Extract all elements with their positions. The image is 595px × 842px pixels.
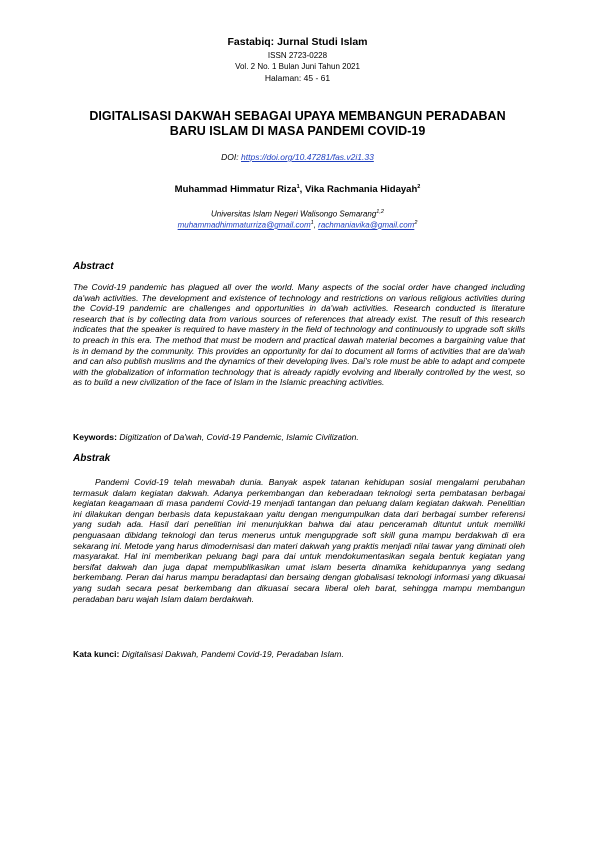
doi-link[interactable]: https://doi.org/10.47281/fas.v2i1.33 — [241, 152, 374, 162]
affiliation-text: Universitas Islam Negeri Walisongo Semarang — [211, 209, 377, 219]
journal-title: Fastabiq: Jurnal Studi Islam — [227, 36, 368, 48]
page-range: Halaman: 45 - 61 — [264, 73, 331, 83]
author-2-sup: 2 — [417, 184, 421, 190]
affiliation-sup: 1,2 — [376, 209, 384, 215]
author-line — [0, 184, 595, 195]
email-1-link[interactable]: muhammadhimmaturriza@gmail.com — [177, 220, 311, 230]
author-2: Vika Rachmania Hidayah — [304, 184, 418, 196]
kata-kunci-text: Digitalisasi Dakwah, Pandemi Covid-19, Peradaban Islam. — [121, 649, 344, 659]
paper-title-line-2: BARU ISLAM DI MASA PANDEMI COVID-19 — [169, 124, 426, 138]
abstract-text: The Covid-19 pandemic has plagued all over the world. Many aspects of the social order have changed including da'wah activities. The development and existence of technology and restrictions on various religious activities during the Covid-19 pandemic are challenges and opportunities in da'wah activities. Research conducted is literature research that is by collecting data from various sources of references that already exist. The result of this research indicates that the speaker is required to have mastery in the field of technology and continuously to upgrade soft skills to preach in this era. The method that must be modern and practical dawah material becomes a bargaining value that is in demand by the community. This provides an opportunity for dai to document all forms of activities that are da'wah and can also publish muslims and the dynamics of their developing lives. Dai's role must be able to adapt and compete with the globalization of information technology that is already rapidly evolving and liberally controlled by the west, so as to build a new civilization of the face of Islam in the Islamic preaching activities. — [73, 282, 525, 388]
affiliation — [0, 209, 595, 219]
email-2-link[interactable]: rachmaniavika@gmail.com — [318, 220, 415, 230]
doi — [0, 152, 595, 162]
keywords — [73, 432, 525, 443]
kata-kunci — [73, 649, 525, 660]
keywords-label: Keywords: — [73, 432, 117, 442]
emails: muhammadhimmaturriza@gmail.com$^1$, rachmaniavika@gmail.com$^2$ — [177, 220, 418, 230]
doi-label: DOI: — [221, 152, 239, 162]
author-1: Muhammad Himmatur Riza — [174, 184, 297, 196]
kata-kunci-label: Kata kunci: — [73, 649, 120, 659]
issn: ISSN 2723-0228 — [267, 51, 328, 60]
volume-info: Vol. 2 No. 1 Bulan Juni Tahun 2021 — [235, 62, 360, 71]
email-1-sup: 1 — [310, 220, 314, 226]
paper-title — [0, 109, 595, 139]
abstrak-text: Pandemi Covid-19 telah mewabah dunia. Banyak aspek tatanan kehidupan sosial mengalami perubahan termasuk dalam kegiatan dakwah. Adanya perkembangan dan keberadaan teknologi serta pembatasan berbagai kegiatan keagamaan di masa pandemi Covid-19 menjadi tantangan dan peluang dalam kegiatan dakwah. Penelitian ini dilakukan dengan berbasis data kepustakaan yaitu dengan mengumpulkan data dari berbagai sumber referensi yang sudah ada. Hasil dari penelitian ini menunjukkan bahwa dai atau penceramah dituntut untuk memiliki penguasaan dibidang teknologi dan terus menerus untuk mengupgrade soft skill guna mampu berdakwah di era sekarang ini. Metode yang harus dimodernisasi dan materi dakwah yang praktis menjadi nilai tawar yang diminati oleh masyarakat. Hal ini memberikan peluang bagi para dai untuk mendokumentasikan segala bentuk kegiatan yang bersifat dakwah dan juga dapat mempublikasikan umat islam beserta dinamika kehidupannya yang sedang berkembang. Peran dai harus mampu beradaptasi dan bersaing dengan globalisasi teknologi informasi yang dikuasai yang sudah secara pesat berkembang dan dikuasai secara liberal oleh barat, sehingga mampu membangun peradaban baru wajah Islam dalam berdakwah. — [73, 477, 525, 604]
author-1-sup: 1 — [296, 184, 300, 190]
abstrak-heading: Abstrak — [73, 453, 111, 464]
abstract-heading: Abstract — [73, 261, 114, 272]
author-separator: , — [299, 184, 305, 196]
email-2-sup: 2 — [414, 220, 418, 226]
keywords-text: Digitization of Da'wah, Covid-19 Pandemic, Islamic Civilization. — [119, 432, 359, 442]
paper-title-line-1: DIGITALISASI DAKWAH SEBAGAI UPAYA MEMBANGUN PERADABAN — [89, 109, 506, 123]
